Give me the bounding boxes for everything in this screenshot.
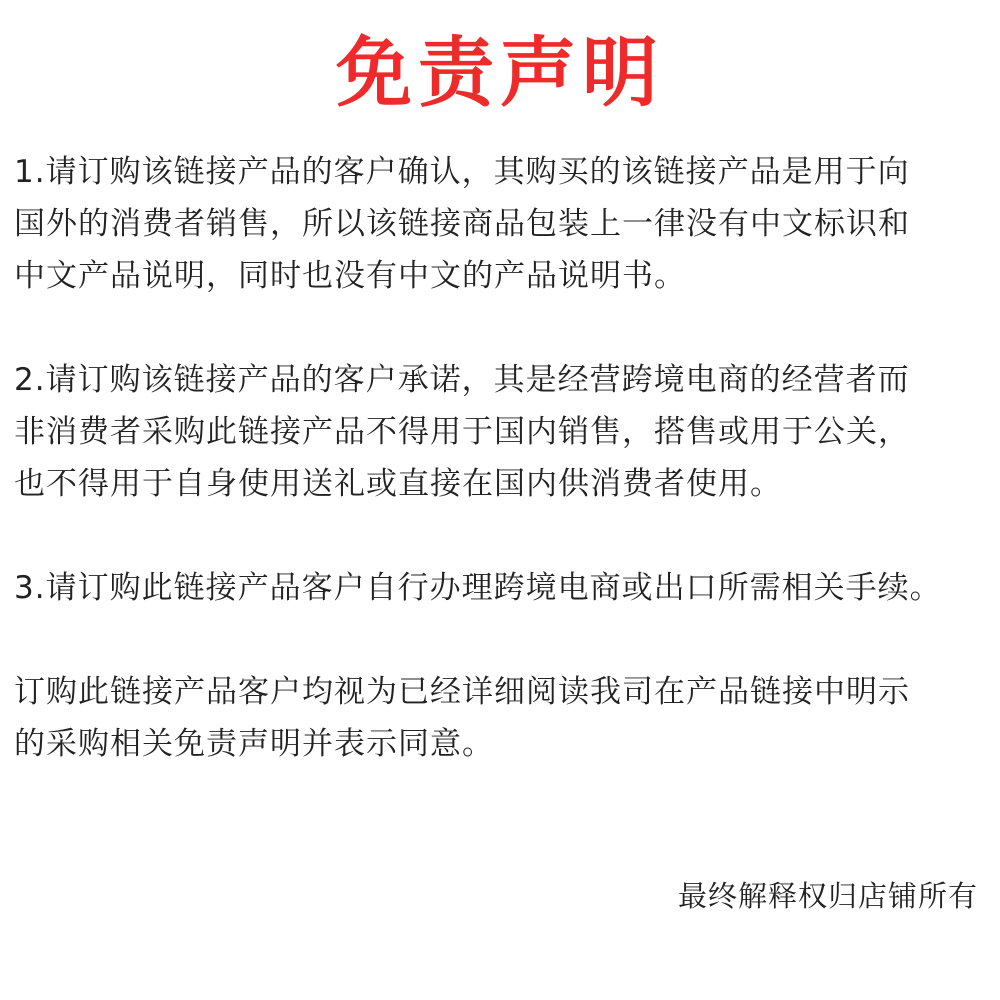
paragraph-line: 也不得用于自身使用送礼或直接在国内供消费者使用。: [14, 466, 782, 502]
paragraph-3: [14, 562, 942, 614]
paragraph-line: 中文产品说明，同时也没有中文的产品说明书。: [14, 258, 686, 294]
paragraph-2: [14, 354, 910, 510]
paragraph-line: 1.请订购该链接产品的客户确认，其购买的该链接产品是用于向: [14, 154, 910, 190]
paragraph-4: [14, 666, 910, 770]
paragraph-line: 非消费者采购此链接产品不得用于国内销售，搭售或用于公关，: [14, 414, 910, 450]
paragraph-line: 2.请订购该链接产品的客户承诺，其是经营跨境电商的经营者而: [14, 362, 910, 398]
paragraph-line: 国外的消费者销售，所以该链接商品包装上一律没有中文标识和: [14, 206, 910, 242]
paragraph-line: 订购此链接产品客户均视为已经详细阅读我司在产品链接中明示: [14, 674, 910, 710]
page-title: 免责声明: [336, 28, 664, 117]
footer-note: 最终解释权归店铺所有: [677, 879, 978, 913]
paragraph-line: 的采购相关免责声明并表示同意。: [14, 726, 494, 762]
paragraph-line: 3.请订购此链接产品客户自行办理跨境电商或出口所需相关手续。: [14, 570, 942, 606]
paragraph-1: [14, 146, 910, 302]
